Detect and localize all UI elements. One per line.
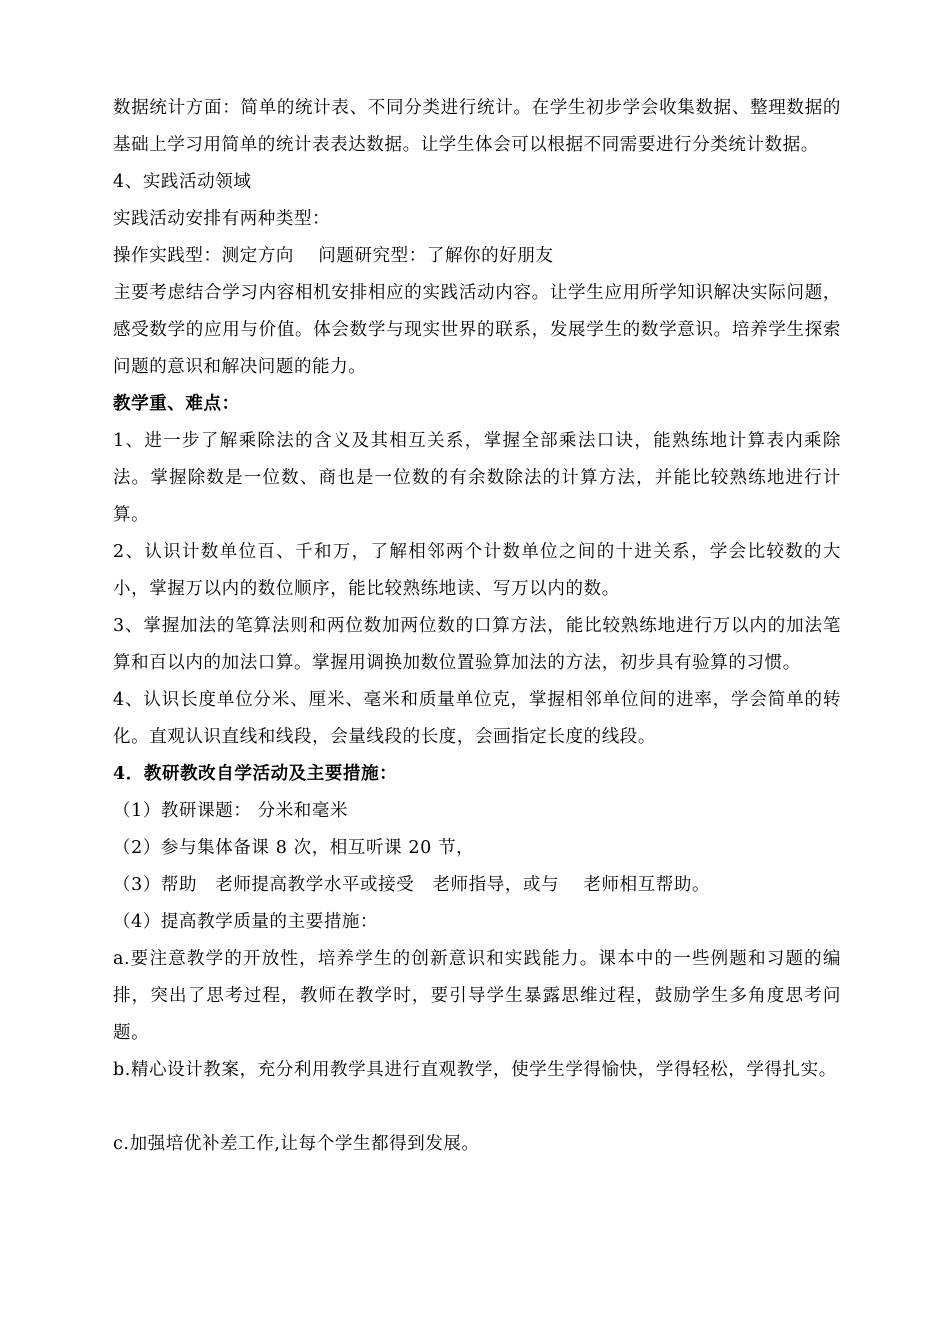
measure-b: b.精心设计教案，充分利用教学具进行直观教学，使学生学得愉快，学得轻松，学得扎实。 (113, 1060, 837, 1080)
research-item-3: （3）帮助 老师提高教学水平或接受 老师指导，或与 老师相互帮助。 (113, 875, 711, 895)
heading-research-measures: 4．教研教改自学活动及主要措施： (113, 764, 398, 784)
document-page (113, 90, 841, 1163)
blank-line (113, 1089, 841, 1126)
research-item-1: （1）教研课题： 分米和毫米 (113, 801, 349, 821)
key-point-4: 4、认识长度单位分米、厘米、毫米和质量单位克，掌握相邻单位间的进率，学会简单的转化。直观认识直线和线段，会量线段的长度，会画指定长度的线段。 (113, 690, 841, 747)
paragraph-practice-description: 主要考虑结合学习内容相机安排相应的实践活动内容。让学生应用所学知识解决实际问题，感受数学的应用与价值。体会数学与现实世界的联系，发展学生的数学意识。培养学生探索问题的意识和解决问题的能力。 (113, 283, 841, 377)
measure-c: c.加强培优补差工作,让每个学生都得到发展。 (113, 1134, 480, 1154)
heading-key-points: 教学重、难点： (113, 394, 240, 414)
paragraph-data-statistics: 数据统计方面：简单的统计表、不同分类进行统计。在学生初步学会收集数据、整理数据的基础上学习用简单的统计表表达数据。让学生体会可以根据不同需要进行分类统计数据。 (113, 98, 841, 155)
paragraph-practice-list: 操作实践型：测定方向 问题研究型：了解你的好朋友 (113, 246, 554, 266)
key-point-2: 2、认识计数单位百、千和万，了解相邻两个计数单位之间的十进关系，学会比较数的大小，掌握万以内的数位顺序，能比较熟练地读、写万以内的数。 (113, 542, 841, 599)
paragraph-practice-types: 实践活动安排有两种类型： (113, 209, 331, 229)
research-item-4: （4）提高教学质量的主要措施： (113, 912, 379, 932)
research-item-2: （2）参与集体备课 8 次，相互听课 20 节， (113, 838, 475, 858)
key-point-1: 1、进一步了解乘除法的含义及其相互关系，掌握全部乘法口诀，能熟练地计算表内乘除法。掌握除数是一位数、商也是一位数的有余数除法的计算方法，并能比较熟练地进行计算。 (113, 431, 841, 525)
key-point-3: 3、掌握加法的笔算法则和两位数加两位数的口算方法，能比较熟练地进行万以内的加法笔算和百以内的加法口算。掌握用调换加数位置验算加法的方法，初步具有验算的习惯。 (113, 616, 841, 673)
heading-practice-activities: 4、实践活动领域 (113, 172, 252, 192)
measure-a: a.要注意教学的开放性，培养学生的创新意识和实践能力。课本中的一些例题和习题的编排，突出了思考过程，教师在教学时，要引导学生暴露思维过程，鼓励学生多角度思考问题。 (113, 949, 841, 1043)
